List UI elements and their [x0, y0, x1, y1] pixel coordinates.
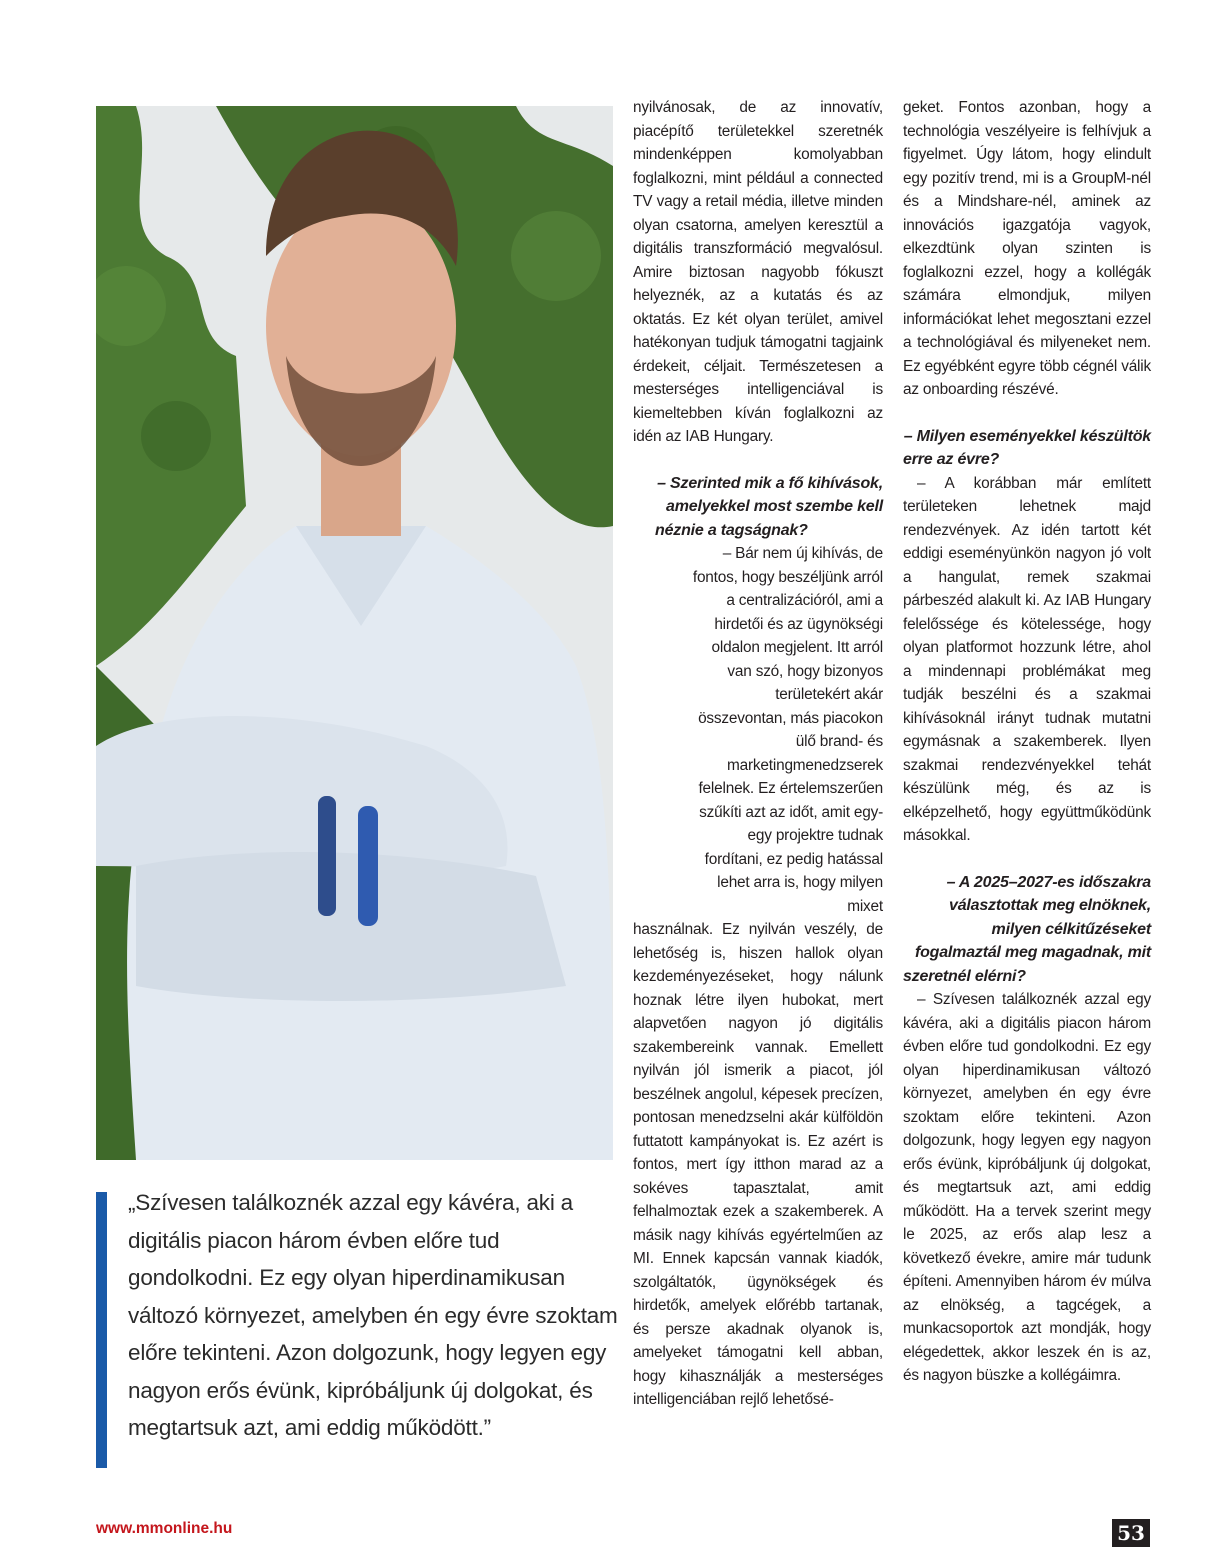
pull-quote-accent-bar — [96, 1192, 107, 1468]
interview-question: – A 2025–2027-es időszakra választottak meg elnöknek, milyen célkitűzéseket fogalmaztál meg magadnak, mit szeretnél elérni? — [903, 873, 1151, 985]
portrait-photo — [96, 106, 613, 1160]
body-paragraph: – Szívesen találkoznék azzal egy kávéra, aki a digitális piacon három évben előre tud gondolkodni. Ez egy olyan hiperdinamikusan változó környezet, amelyben én egy évre szoktam előre tekinteni. Azon dolgozunk, hogy legyen egy nagyon erős évünk, kipróbáljunk új dolgokat, és megtartsuk azt, ami eddig működött. Ha a tervek szerint megy le 2025, az erős alap lesz a következő évekre, amire már tudunk építeni. Amennyiben három év múlva az elnökség, a tagcégek, a munkacsoportok azt mondják, hogy elégedettek, akkor leszek én is az, és nagyon büszke a kollégáimra. — [903, 991, 1151, 1384]
body-paragraph: használnak. Ez nyilván veszély, de lehetőség is, hiszen hallok olyan kezdeményezéseket, hogy nálunk hoznak létre ilyen hubokat, mert alapvetően nagyon jó digitális szakembereink vannak. Emellett nyilván jól ismerik a piacot, jól beszélnek angolul, képesek precízen, pontosan menedzselni akár külföldön futtatott kampányokat is. Ez azért is fontos, mert így itthon marad az a sokéves tapasztalat, amit felhalmoztak ezek a szakemberek. A másik nagy kihívás egyértelműen az MI. Ennek kapcsán vannak kiadók, szolgáltatók, ügynökségek és hirdetők, amelyek előrébb tartanak, és persze akadnak olyanok is, amelyeket támogatni kell abban, hogy kihasználják a mesterséges intelligenciában rejlő lehetősé- — [633, 921, 883, 1408]
body-paragraph: nyilvánosak, de az innovatív, piacépítő területekkel szeretnék mindenképpen komolyabban foglalkozni, mint például a connected TV vagy a retail média, illetve minden olyan csatorna, amelyen keresztül a digitális transzformáció megvalósul. Amire biztosan nagyobb fókuszt helyeznék, az a kutatás és az oktatás. Ez két olyan terület, amivel hatékonyan tudjuk támogatni tagjaink érdekeit, céljait. Természetesen a mesterséges intelligenciával is kiemeltebben kíván foglalkozni az idén az IAB Hungary. — [633, 99, 883, 445]
page-number: 53 — [1112, 1519, 1150, 1547]
footer-website-link[interactable]: www.mmonline.hu — [96, 1520, 233, 1537]
pull-quote-text: „Szívesen találkoznék azzal egy kávéra, aki a digitális piacon három évben előre tud gondolkodni. Ez egy olyan hiperdinamikusan változó környezet, amelyben én egy évre szoktam előre tekinteni. Azon dolgozunk, hogy legyen egy nagyon erős évünk, kipróbáljunk új dolgokat, és megtartsuk azt, ami eddig működött.” — [128, 1190, 618, 1440]
article-column-3 — [903, 96, 1151, 1388]
pull-quote — [96, 1190, 618, 1472]
body-paragraph: – A korábban már említett területeken lehetnek majd rendezvények. Az idén tartott két eddigi eseményünkön nagyon jó volt a hangulat, remek szakmai párbeszéd alakult ki. Az IAB Hungary felelőssége és kötelessége, hogy olyan platformot hozzunk létre, ahol a mindennapi problémákat meg tudják beszélni és a szakmai kihívásoknál irányt tudnak mutatni egymásnak a szakemberek. Ilyen szakmai rendezvényekkel tehát készülünk még, és az is elképzelhető, hogy együttműködünk másokkal. — [903, 474, 1151, 844]
interview-question: – Szerinted mik a fő kihívások, amelyekkel most szembe kell néznie a tagságnak? — [655, 474, 883, 539]
article-column-2 — [633, 96, 883, 1412]
interview-question: – Milyen eseményekkel készültök erre az évre? — [903, 427, 1151, 468]
body-paragraph: – Bár nem új kihívás, de fontos, hogy beszéljünk arról a centralizációról, ami a hirdetői és az ügynökségi oldalon megjelent. Itt arról van szó, hogy bizonyos területekért akár összevontan, más piacokon ülő brand- és marketingmenedzserek felelnek. Ez értelemszerűen szűkíti azt az időt, amit egy-egy projektre tudnak fordítani, ez pedig hatással lehet arra is, hogy milyen mixet — [692, 545, 883, 915]
body-paragraph: geket. Fontos azonban, hogy a technológia veszélyeire is felhívjuk a figyelmet. Úgy látom, hogy elindult egy pozitív trend, mi is a GroupM-nél és a Mindshare-nél, aminek az innovációs igazgatója vagyok, elkezdtünk olyan szinten is foglalkozni ezzel, hogy a kollégák számára elmondjuk, milyen információkat lehet megosztani ezzel a technológiával és milyeneket nem. Ez egyébként egyre több cégnél válik az onboarding részévé. — [903, 99, 1151, 398]
